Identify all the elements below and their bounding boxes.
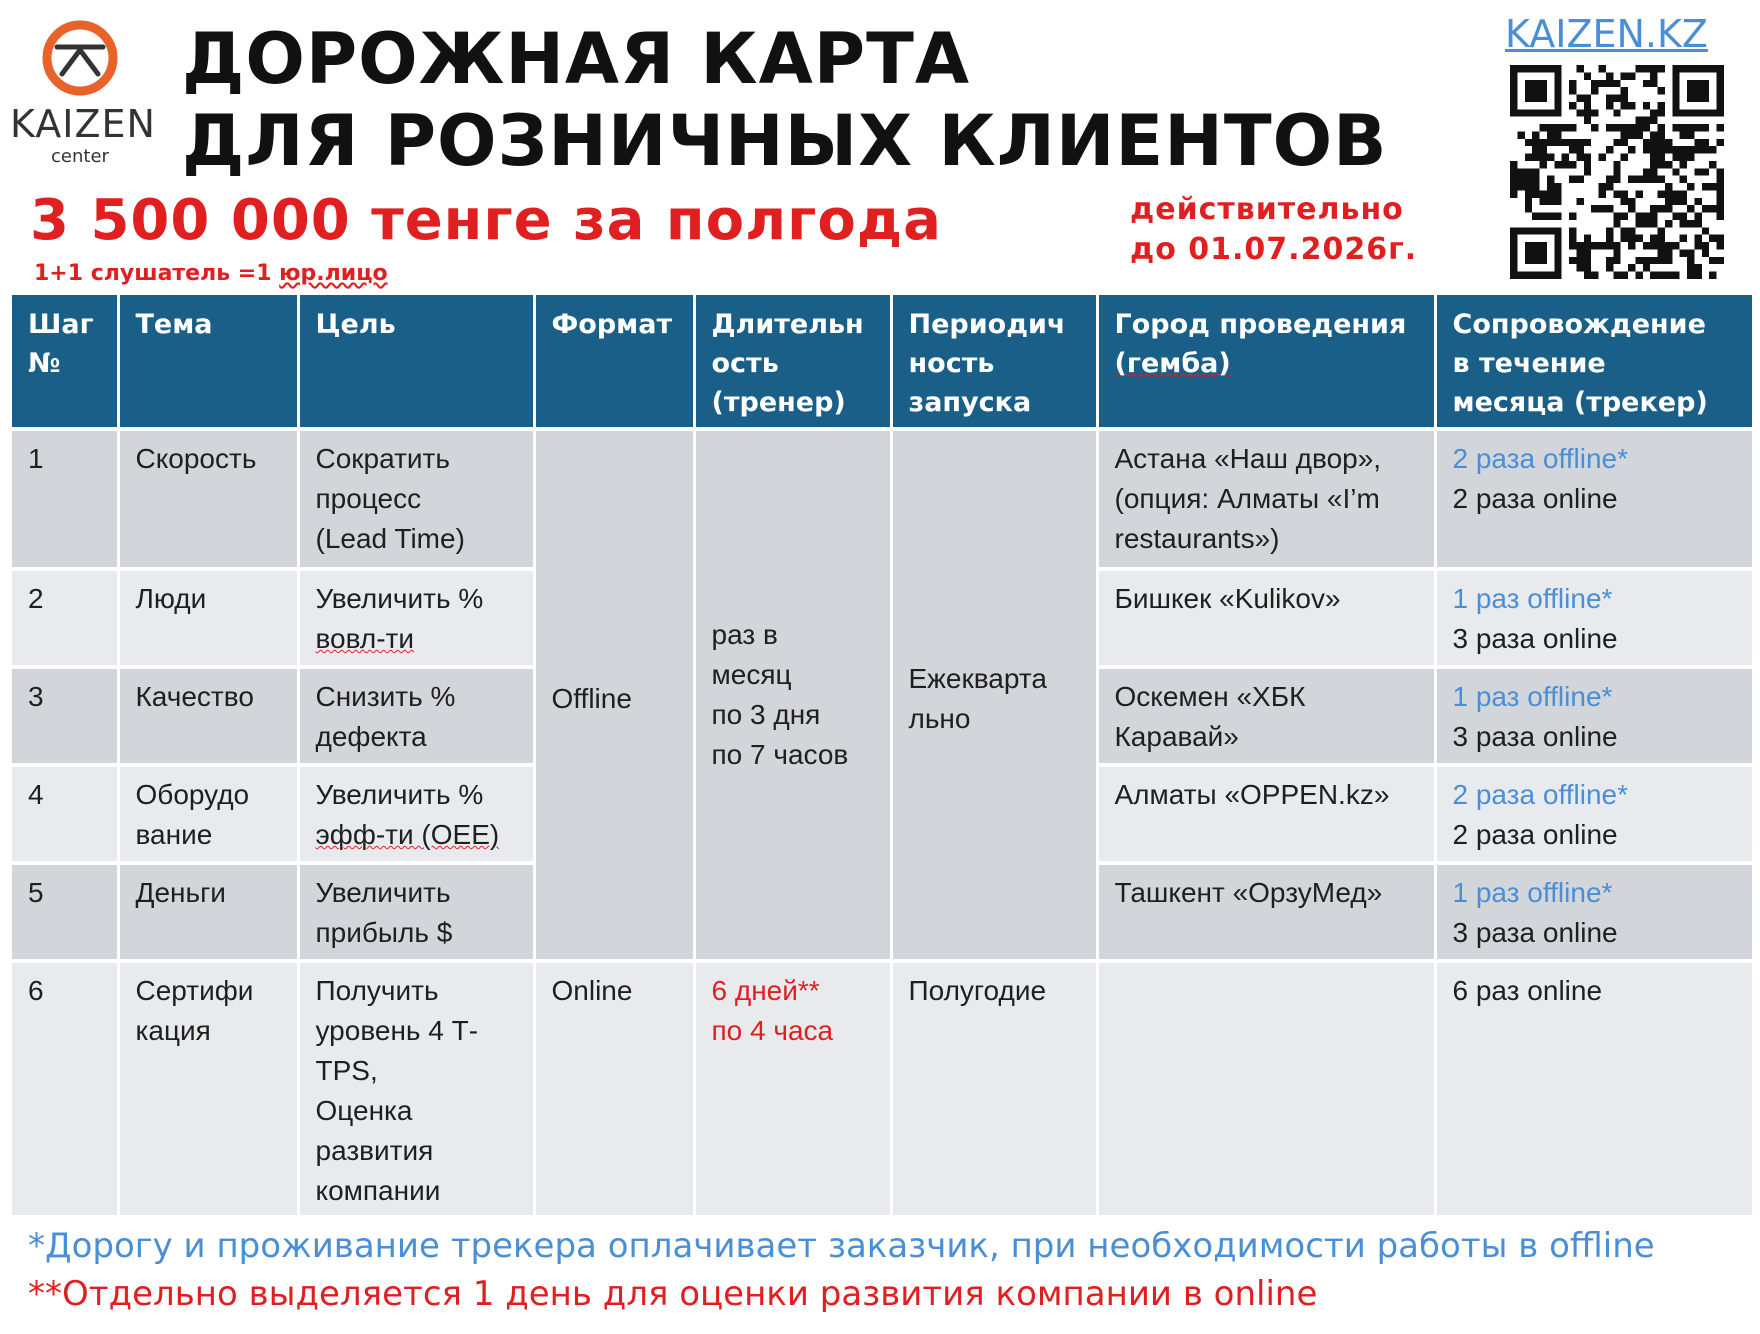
cell-city: Ташкент «ОрзуМед» [1097, 863, 1435, 961]
cell-support: 2 раза offline* 2 раза online [1435, 429, 1752, 569]
page-title [182, 18, 1387, 182]
logo-subtitle: center [51, 146, 109, 167]
cell-duration-merged: раз в месяц по 3 дня по 7 часов [694, 429, 891, 961]
cell-duration: 6 дней** по 4 часа [694, 961, 891, 1217]
cell-support: 1 раз offline* 3 раза online [1435, 569, 1752, 667]
table-row [12, 429, 1752, 569]
price-note [34, 261, 388, 286]
cell-format: Online [534, 961, 694, 1217]
roadmap-table [12, 295, 1752, 1219]
validity-line-1: действительно [1130, 192, 1404, 227]
cell-support: 1 раз offline* 3 раза online [1435, 863, 1752, 961]
cell-topic: Качество [118, 667, 298, 765]
logo-wordmark: KAIZEN [10, 102, 156, 146]
price-headline: 3 500 000 тенге за полгода [30, 188, 942, 253]
cell-goal: Увеличить % вовл-ти [298, 569, 534, 667]
table-header-row [12, 295, 1752, 429]
cell-support: 1 раз offline* 3 раза online [1435, 667, 1752, 765]
cell-goal: Получить уровень 4 Т- TPS, Оценка развития компании [298, 961, 534, 1217]
price-note-prefix: 1+1 слушатель =1 [34, 261, 280, 286]
cell-format-merged: Offline [534, 429, 694, 961]
header-format: Формат [534, 295, 694, 429]
kaizen-logo [10, 14, 156, 167]
title-line-1: ДОРОЖНАЯ КАРТА [182, 18, 970, 100]
cell-step: 4 [12, 765, 118, 863]
header-support: Сопровождение в течение месяца (трекер) [1435, 295, 1752, 429]
cell-frequency-merged: Ежекварта льно [891, 429, 1097, 961]
cell-goal: Снизить % дефекта [298, 667, 534, 765]
cell-topic: Люди [118, 569, 298, 667]
cell-goal: Увеличить прибыль $ [298, 863, 534, 961]
footnote-assessment-day: **Отдельно выделяется 1 день для оценки развития компании в online [28, 1274, 1318, 1314]
footnote-tracker-costs: *Дорогу и проживание трекера оплачивает заказчик, при необходимости работы в offline [28, 1226, 1655, 1266]
cell-city: Оскемен «ХБК Каравай» [1097, 667, 1435, 765]
cell-step: 6 [12, 961, 118, 1217]
cell-step: 2 [12, 569, 118, 667]
cell-topic: Скорость [118, 429, 298, 569]
cell-support: 2 раза offline* 2 раза online [1435, 765, 1752, 863]
header-frequency: Периодич ность запуска [891, 295, 1097, 429]
cell-topic: Сертифи кация [118, 961, 298, 1217]
cell-step: 1 [12, 429, 118, 569]
cell-topic: Деньги [118, 863, 298, 961]
validity-note [1130, 190, 1417, 270]
site-link[interactable]: KAIZEN.KZ [1505, 12, 1708, 56]
price-note-word: юр.лицо [279, 261, 388, 286]
cell-city [1097, 961, 1435, 1217]
header-topic: Тема [118, 295, 298, 429]
logo-ring-icon [10, 14, 150, 104]
qr-code-icon [1510, 65, 1724, 279]
cell-support: 6 раз online [1435, 961, 1752, 1217]
cell-city: Бишкек «Kulikov» [1097, 569, 1435, 667]
cell-step: 5 [12, 863, 118, 961]
header-duration: Длительн ость (тренер) [694, 295, 891, 429]
header-goal: Цель [298, 295, 534, 429]
cell-frequency: Полугодие [891, 961, 1097, 1217]
header-step: Шаг № [12, 295, 118, 429]
cell-step: 3 [12, 667, 118, 765]
title-line-2: ДЛЯ РОЗНИЧНЫХ КЛИЕНТОВ [182, 100, 1388, 182]
validity-line-2: до 01.07.2026г. [1130, 232, 1418, 267]
cell-goal: Сократить процесс (Lead Time) [298, 429, 534, 569]
cell-city: Астана «Наш двор», (опция: Алматы «I’m restaurants») [1097, 429, 1435, 569]
cell-city: Алматы «OPPEN.kz» [1097, 765, 1435, 863]
cell-topic: Оборудо вание [118, 765, 298, 863]
table-row-6 [12, 961, 1752, 1217]
header-city: Город проведения (гемба) [1097, 295, 1435, 429]
cell-goal: Увеличить % эфф-ти (OEE) [298, 765, 534, 863]
